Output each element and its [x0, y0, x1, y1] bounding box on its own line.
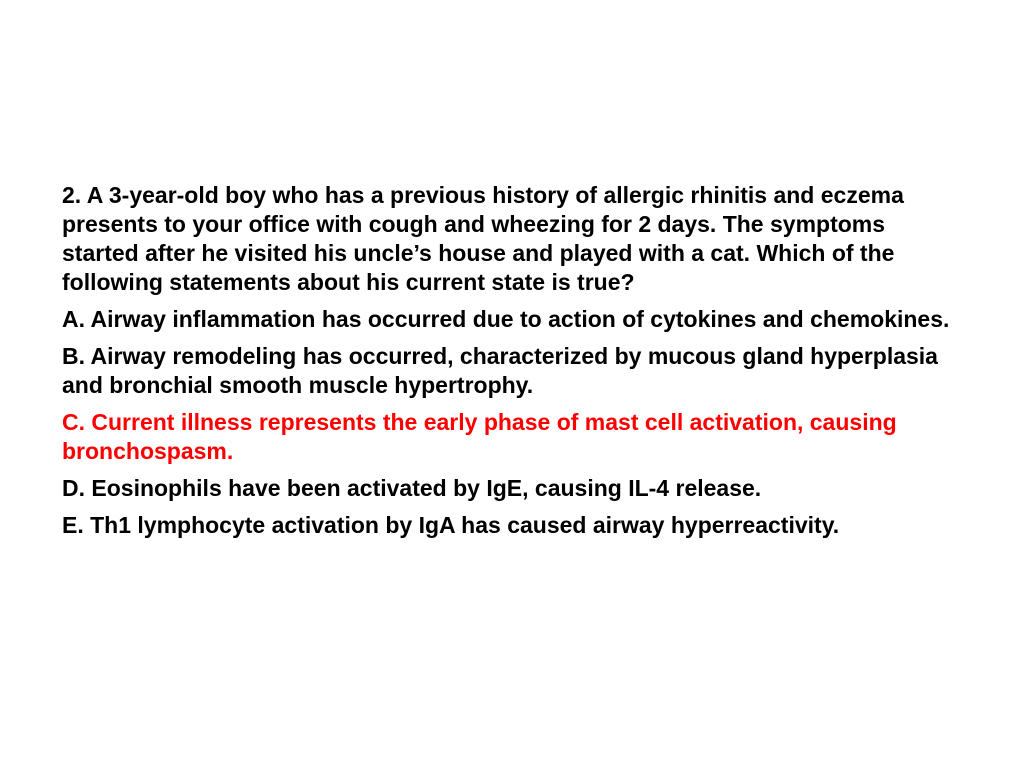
option-d: D. Eosinophils have been activated by IgE, causing IL-4 release. — [62, 475, 762, 501]
option-e: E. Th1 lymphocyte activation by IgA has caused airway hyperreactivity. — [62, 512, 840, 538]
question-body — [62, 181, 962, 548]
question-stem: 2. A 3-year-old boy who has a previous history of allergic rhinitis and eczema presents to your office with cough and wheezing for 2 days. The symptoms started after he visited his uncle’s house and played with a cat. Which of the following statements about his current state is true? — [62, 182, 904, 295]
option-c-correct-answer: C. Current illness represents the early phase of mast cell activation, causing bronchospasm. — [62, 409, 897, 464]
option-b: B. Airway remodeling has occurred, characterized by mucous gland hyperplasia and bronchial smooth muscle hypertrophy. — [62, 343, 938, 398]
option-a: A. Airway inflammation has occurred due to action of cytokines and chemokines. — [62, 306, 950, 332]
